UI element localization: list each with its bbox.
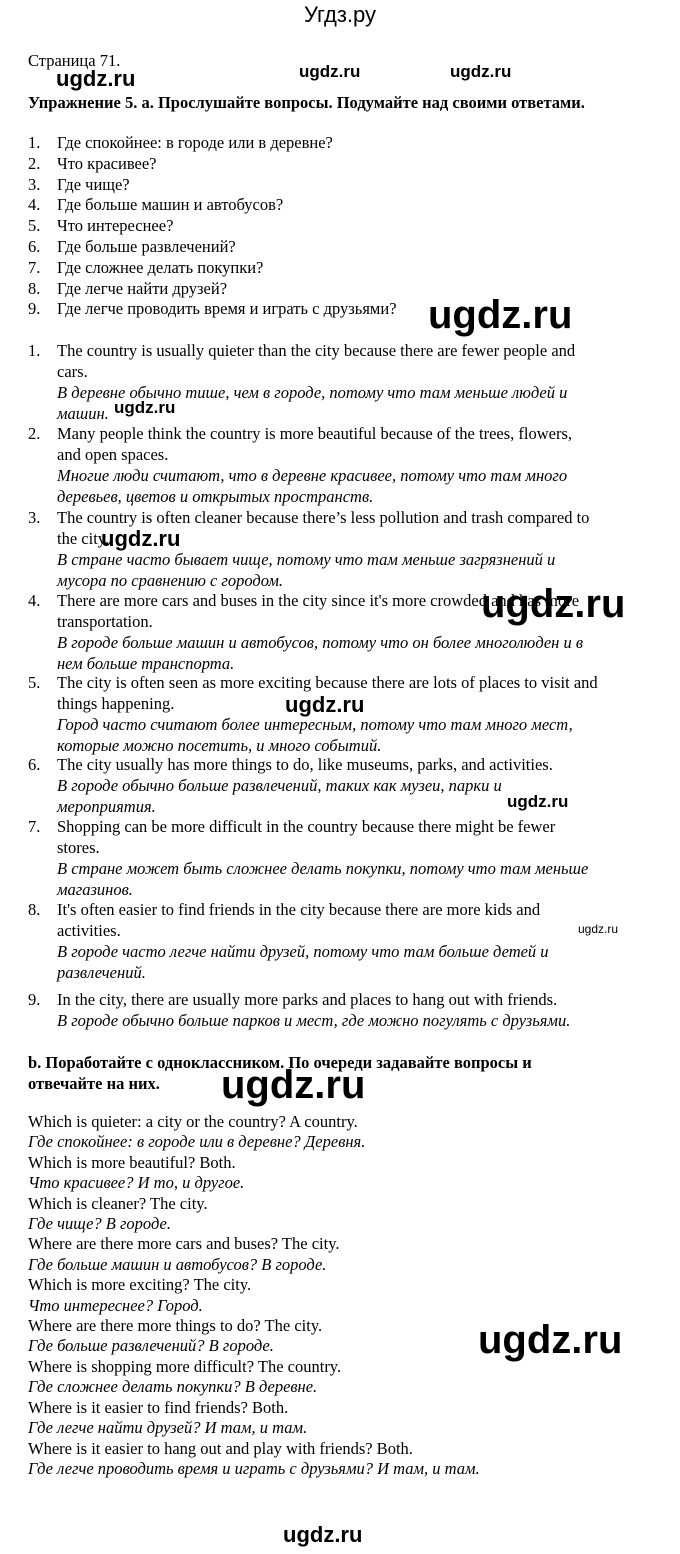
item-number: 3.	[28, 508, 41, 527]
question-text: Где легче найти друзей?	[57, 278, 228, 298]
item-number: 5.	[28, 673, 41, 692]
dialogue-ru-line: Где больше развлечений? В городе.	[28, 1336, 274, 1356]
question-text: Что интереснее?	[57, 216, 174, 236]
part-b-instruction: отвечайте на них.	[28, 1074, 160, 1093]
answer-ru-line: мусора по сравнению с городом.	[57, 571, 283, 590]
page-label: Страница 71.	[28, 51, 121, 70]
answer-en-line: and open spaces.	[57, 445, 169, 464]
item-number: 2.	[28, 424, 41, 443]
question-text: Где легче проводить время и играть с друзьями?	[57, 299, 397, 319]
dialogue-ru-line: Что интереснее? Город.	[28, 1295, 203, 1315]
answer-ru-line: В стране может быть сложнее делать покупки, потому что там меньше	[57, 859, 589, 878]
list-item	[28, 175, 397, 196]
answer-ru-line: В городе часто легче найти друзей, потому что там больше детей и	[57, 942, 549, 961]
watermark: ugdz.ru	[101, 526, 181, 551]
list-item	[28, 258, 397, 279]
question-text: Где спокойнее: в городе или в деревне?	[57, 133, 333, 152]
watermark: ugdz.ru	[507, 792, 569, 811]
item-number: 6.	[28, 755, 41, 774]
item-number: 9.	[28, 299, 41, 319]
answer-ru-line: мероприятия.	[57, 797, 156, 816]
watermark: ugdz.ru	[578, 922, 619, 936]
answer-ru-line: деревьев, цветов и открытых пространств.	[57, 487, 374, 506]
item-number: 1.	[28, 341, 41, 360]
exercise-heading: Упражнение 5. а. Прослушайте вопросы. Подумайте над своими ответами.	[28, 93, 585, 112]
question-text: Где чище?	[57, 174, 130, 194]
dialogue-en-line: Where is it easier to hang out and play with friends? Both.	[28, 1438, 413, 1458]
dialogue-en-line: Where is it easier to find friends? Both.	[28, 1397, 289, 1417]
site-title: Угдз.ру	[303, 2, 377, 27]
answer-en-line: Many people think the country is more beautiful because of the trees, flowers,	[57, 424, 573, 443]
question-text: Что красивее?	[57, 153, 157, 173]
item-number: 1.	[28, 133, 41, 152]
watermark: ugdz.ru	[56, 66, 136, 91]
question-text: Где больше развлечений?	[57, 236, 236, 256]
list-item	[28, 133, 397, 154]
list-item	[28, 216, 397, 237]
answer-ru-line: нем больше транспорта.	[57, 654, 235, 673]
answer-en-line: the city.	[57, 529, 110, 548]
item-number: 7.	[28, 257, 41, 277]
dialogue	[28, 1112, 480, 1479]
list-item	[28, 195, 397, 216]
answer-ru-line: В городе больше машин и автобусов, потому что он более многолюден и в	[57, 633, 584, 652]
item-number: 8.	[28, 278, 41, 298]
dialogue-en-line: Which is more exciting? The city.	[28, 1275, 252, 1295]
dialogue-en-line: Where are there more things to do? The city.	[28, 1316, 323, 1336]
dialogue-en-line: Where are there more cars and buses? The city.	[28, 1234, 340, 1254]
answer-en-line: The country is usually quieter than the city because there are fewer people and	[57, 341, 576, 360]
answer-en-line: It's often easier to find friends in the city because there are more kids and	[57, 900, 541, 919]
list-item	[28, 279, 397, 300]
dialogue-en-line: Which is cleaner? The city.	[28, 1193, 208, 1213]
answer-en-line: The country is often cleaner because there’s less pollution and trash compared to	[57, 508, 590, 527]
list-item	[28, 237, 397, 258]
item-number: 9.	[28, 990, 41, 1009]
answer-en-line: The city is often seen as more exciting because there are lots of places to visit and	[57, 673, 598, 692]
watermark: ugdz.ru	[450, 62, 512, 81]
dialogue-ru-line: Что красивее? И то, и другое.	[28, 1173, 245, 1193]
dialogue-en-line: Which is quieter: a city or the country? A country.	[28, 1112, 358, 1131]
answer-en-line: There are more cars and buses in the city since it's more crowded and has more	[57, 591, 580, 610]
answer-item	[28, 423, 658, 507]
dialogue-en-line: Where is shopping more difficult? The country.	[28, 1356, 342, 1376]
answer-ru-line: магазинов.	[57, 880, 133, 899]
answer-ru-line: развлечений.	[57, 963, 146, 982]
answer-ru-line: В городе обычно больше парков и мест, где можно погулять с друзьями.	[57, 1011, 571, 1030]
item-number: 2.	[28, 153, 41, 173]
answer-ru-line: В деревне обычно тише, чем в городе, потому что там меньше людей и	[57, 383, 568, 402]
item-number: 3.	[28, 174, 41, 194]
dialogue-ru-line: Где спокойнее: в городе или в деревне? Деревня.	[28, 1132, 366, 1152]
dialogue-en-line: Which is more beautiful? Both.	[28, 1152, 236, 1172]
answer-ru-line: которые можно посетить, и много событий.	[57, 736, 382, 755]
answer-item	[28, 816, 658, 900]
answer-ru-line: Многие люди считают, что в деревне красивее, потому что там много	[57, 466, 568, 485]
list-item	[28, 299, 397, 320]
item-number: 4.	[28, 195, 41, 215]
item-number: 7.	[28, 817, 41, 836]
answer-en-line: things happening.	[57, 694, 175, 713]
item-number: 6.	[28, 236, 41, 256]
dialogue-ru-line: Где легче найти друзей? И там, и там.	[28, 1418, 308, 1438]
part-b-instruction: b. Поработайте с одноклассником. По очереди задавайте вопросы и	[28, 1053, 532, 1072]
watermark: ugdz.ru	[221, 1063, 366, 1107]
dialogue-ru-line: Где больше машин и автобусов? В городе.	[28, 1254, 327, 1274]
answer-en-line: Shopping can be more difficult in the country because there might be fewer	[57, 817, 556, 836]
watermark: ugdz.ru	[285, 692, 365, 717]
answer-ru-line: Город часто считают более интересным, потому что там много мест,	[57, 715, 573, 734]
answer-item	[28, 899, 658, 983]
list-item	[28, 154, 397, 175]
answer-en-line: activities.	[57, 921, 121, 940]
question-list	[28, 133, 397, 320]
item-number: 8.	[28, 900, 41, 919]
item-number: 5.	[28, 216, 41, 236]
item-number: 4.	[28, 591, 41, 610]
watermark: ugdz.ru	[478, 1318, 623, 1362]
watermark: ugdz.ru	[481, 582, 626, 626]
answer-en-line: The city usually has more things to do, like museums, parks, and activities.	[57, 755, 553, 774]
answer-ru-line: В городе обычно больше развлечений, таких как музеи, парки и	[57, 776, 502, 795]
dialogue-ru-line: Где легче проводить время и играть с друзьями? И там, и там.	[28, 1458, 480, 1478]
answer-en-line: cars.	[57, 362, 88, 381]
watermark: ugdz.ru	[428, 293, 573, 337]
watermark: ugdz.ru	[114, 398, 176, 417]
watermark: ugdz.ru	[299, 62, 361, 81]
watermark: ugdz.ru	[283, 1522, 363, 1547]
question-text: Где больше машин и автобусов?	[57, 195, 284, 215]
question-text: Где сложнее делать покупки?	[57, 257, 264, 277]
dialogue-ru-line: Где чище? В городе.	[28, 1214, 171, 1234]
answer-en-line: In the city, there are usually more parks and places to hang out with friends.	[57, 990, 558, 1009]
dialogue-ru-line: Где сложнее делать покупки? В деревне.	[28, 1377, 318, 1397]
answer-ru-line: машин.	[57, 404, 109, 423]
answer-en-line: transportation.	[57, 612, 153, 631]
answer-item	[28, 989, 658, 1031]
answer-ru-line: В стране часто бывает чище, потому что там меньше загрязнений и	[57, 550, 556, 569]
answer-en-line: stores.	[57, 838, 100, 857]
